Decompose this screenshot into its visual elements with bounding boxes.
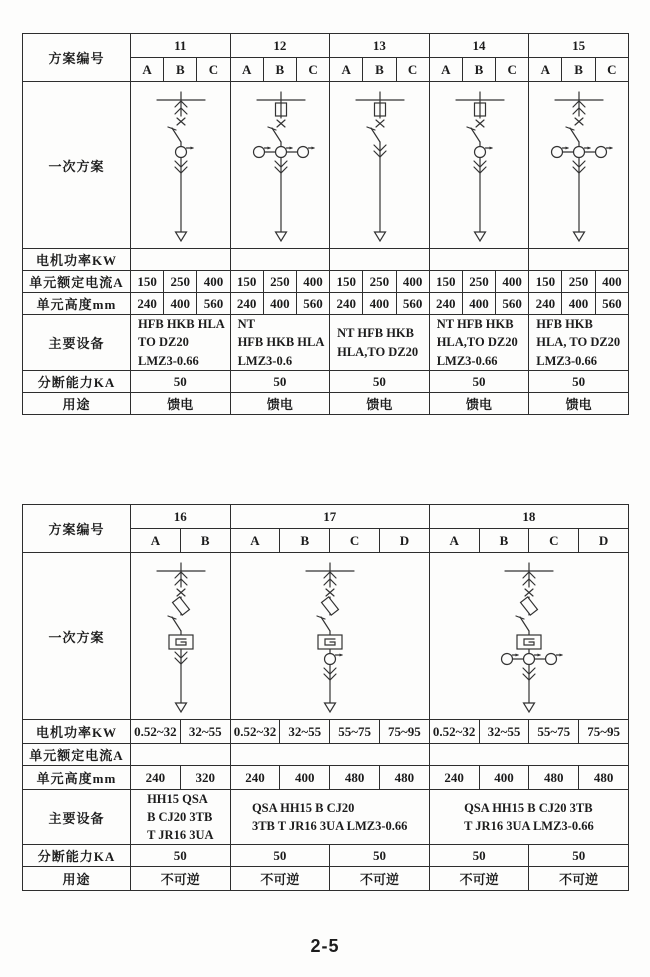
scheme-id: 16	[131, 505, 231, 529]
breaking-capacity-value: 50	[529, 845, 629, 867]
motor-power-value	[529, 249, 629, 271]
usage-value: 馈电	[330, 393, 430, 415]
one-line-diagram-13	[330, 86, 429, 244]
unit-height-value: 560	[595, 293, 628, 315]
subcolumn-header: B	[263, 58, 296, 82]
breaking-capacity-value: 50	[429, 371, 529, 393]
row-label-breaking-capacity: 分断能力KA	[23, 845, 131, 867]
breaking-capacity-value: 50	[330, 371, 430, 393]
equipment-cell: HFB HKB HLA TO DZ20 LMZ3-0.66	[131, 315, 231, 371]
rated-current-value: 150	[330, 271, 363, 293]
unit-height-value: 560	[496, 293, 529, 315]
row-label-breaking-capacity: 分断能力KA	[23, 371, 131, 393]
rated-current-value: 400	[496, 271, 529, 293]
row-label-usage: 用途	[23, 393, 131, 415]
equipment-cell: QSA HH15 B CJ20 3TB T JR16 3UA LMZ3-0.66	[230, 790, 429, 845]
subcolumn-header: A	[230, 529, 280, 553]
motor-power-value: 0.52~32	[131, 720, 181, 744]
unit-height-value: 240	[330, 293, 363, 315]
motor-power-value	[330, 249, 430, 271]
unit-height-value: 240	[230, 766, 280, 790]
motor-power-value: 32~55	[280, 720, 330, 744]
motor-power-value: 55~75	[330, 720, 380, 744]
rated-current-value: 250	[462, 271, 495, 293]
one-line-diagram-18	[479, 557, 579, 715]
row-label-primary-scheme: 一次方案	[23, 82, 131, 249]
breaking-capacity-row	[23, 845, 629, 867]
row-label-primary-scheme: 一次方案	[23, 553, 131, 720]
diagram-cell	[429, 82, 529, 249]
unit-height-value: 240	[131, 766, 181, 790]
usage-value: 不可逆	[529, 867, 629, 891]
usage-value: 不可逆	[230, 867, 330, 891]
subcolumn-header: C	[197, 58, 230, 82]
equipment-cell: QSA HH15 B CJ20 3TB T JR16 3UA LMZ3-0.66	[429, 790, 628, 845]
diagram-cell	[131, 82, 231, 249]
scheme-id: 11	[131, 34, 231, 58]
equipment-cell: HFB HKB HLA, TO DZ20 LMZ3-0.66	[529, 315, 629, 371]
subcolumn-header: D	[579, 529, 629, 553]
one-line-diagram-row	[23, 82, 629, 249]
unit-height-row	[23, 766, 629, 790]
subcolumn-header: A	[529, 58, 562, 82]
unit-height-value: 560	[296, 293, 329, 315]
breaking-capacity-value: 50	[330, 845, 430, 867]
breaking-capacity-row	[23, 371, 629, 393]
scheme-number-row	[23, 34, 629, 58]
usage-value: 馈电	[429, 393, 529, 415]
usage-value: 不可逆	[429, 867, 529, 891]
motor-power-value: 55~75	[529, 720, 579, 744]
motor-power-value: 75~95	[579, 720, 629, 744]
rated-current-row	[23, 744, 629, 766]
one-line-diagram-17	[280, 557, 380, 715]
scheme-id: 12	[230, 34, 330, 58]
row-label-unit-height: 单元高度mm	[23, 766, 131, 790]
diagram-cell	[429, 553, 628, 720]
subcolumn-header: B	[479, 529, 529, 553]
rated-current-value: 250	[363, 271, 396, 293]
subcolumn-header: B	[363, 58, 396, 82]
usage-value: 馈电	[529, 393, 629, 415]
rated-current-value: 400	[296, 271, 329, 293]
rated-current-value: 250	[263, 271, 296, 293]
scheme-id: 15	[529, 34, 629, 58]
unit-height-value: 400	[280, 766, 330, 790]
one-line-diagram-16	[131, 557, 230, 715]
equipment-cell: NT HFB HKB HLA LMZ3-0.6	[230, 315, 330, 371]
unit-height-value: 240	[429, 293, 462, 315]
motor-power-value: 0.52~32	[429, 720, 479, 744]
scheme-id: 14	[429, 34, 529, 58]
rated-current-value: 150	[429, 271, 462, 293]
one-line-diagram-row	[23, 553, 629, 720]
breaking-capacity-value: 50	[131, 845, 231, 867]
row-label-unit-height: 单元高度mm	[23, 293, 131, 315]
rated-current-value: 400	[595, 271, 628, 293]
main-equipment-row	[23, 790, 629, 845]
page-number: 2-5	[310, 936, 340, 956]
unit-height-value: 320	[180, 766, 230, 790]
equipment-cell: NT HFB HKB HLA,TO DZ20 LMZ3-0.66	[429, 315, 529, 371]
breaking-capacity-value: 50	[230, 371, 330, 393]
breaking-capacity-value: 50	[429, 845, 529, 867]
rated-current-value	[230, 744, 429, 766]
subcolumn-header: A	[230, 58, 263, 82]
row-label-usage: 用途	[23, 867, 131, 891]
diagram-cell	[529, 82, 629, 249]
subcolumn-header: C	[330, 529, 380, 553]
unit-height-value: 560	[197, 293, 230, 315]
unit-height-value: 400	[164, 293, 197, 315]
rated-current-value: 250	[164, 271, 197, 293]
scheme-table-16-18	[22, 504, 629, 891]
row-label-rated-current: 单元额定电流A	[23, 271, 131, 293]
breaking-capacity-value: 50	[131, 371, 231, 393]
motor-power-value: 32~55	[180, 720, 230, 744]
one-line-diagram-12	[231, 86, 330, 244]
rated-current-value: 150	[230, 271, 263, 293]
row-label-motor-power: 电机功率KW	[23, 720, 131, 744]
motor-power-row	[23, 720, 629, 744]
motor-power-value	[429, 249, 529, 271]
unit-height-value: 240	[230, 293, 263, 315]
row-label-main-equipment: 主要设备	[23, 790, 131, 845]
unit-height-value: 240	[131, 293, 164, 315]
subcolumn-header: B	[462, 58, 495, 82]
scheme-number-row	[23, 505, 629, 529]
unit-height-value: 480	[529, 766, 579, 790]
unit-height-value: 400	[363, 293, 396, 315]
unit-height-row	[23, 293, 629, 315]
rated-current-value: 400	[197, 271, 230, 293]
unit-height-value: 560	[396, 293, 429, 315]
unit-height-value: 480	[579, 766, 629, 790]
row-label-rated-current: 单元额定电流A	[23, 744, 131, 766]
row-label-scheme-number: 方案编号	[23, 34, 131, 82]
breaking-capacity-value: 50	[529, 371, 629, 393]
equipment-cell: NT HFB HKB HLA,TO DZ20	[330, 315, 430, 371]
usage-value: 馈电	[230, 393, 330, 415]
usage-value: 不可逆	[131, 867, 231, 891]
unit-height-value: 240	[529, 293, 562, 315]
scheme-id: 18	[429, 505, 628, 529]
breaking-capacity-value: 50	[230, 845, 330, 867]
subcolumn-header: A	[131, 529, 181, 553]
subcolumn-header: C	[595, 58, 628, 82]
subcolumn-header: A	[429, 58, 462, 82]
row-label-scheme-number: 方案编号	[23, 505, 131, 553]
unit-height-value: 400	[263, 293, 296, 315]
rated-current-value	[131, 744, 231, 766]
unit-height-value: 480	[379, 766, 429, 790]
unit-height-value: 400	[462, 293, 495, 315]
subcolumn-header: A	[429, 529, 479, 553]
motor-power-value: 0.52~32	[230, 720, 280, 744]
row-label-motor-power: 电机功率KW	[23, 249, 131, 271]
subcolumn-header: A	[330, 58, 363, 82]
row-label-main-equipment: 主要设备	[23, 315, 131, 371]
main-equipment-row	[23, 315, 629, 371]
unit-height-value: 240	[429, 766, 479, 790]
motor-power-value	[131, 249, 231, 271]
scheme-id: 13	[330, 34, 430, 58]
unit-height-value: 400	[562, 293, 595, 315]
subcolumn-header: B	[562, 58, 595, 82]
subcolumn-header: C	[296, 58, 329, 82]
motor-power-value: 32~55	[479, 720, 529, 744]
one-line-diagram-15	[529, 86, 628, 244]
unit-height-value: 480	[330, 766, 380, 790]
rated-current-value: 150	[131, 271, 164, 293]
rated-current-value: 400	[396, 271, 429, 293]
equipment-cell: HH15 QSA B CJ20 3TB T JR16 3UA	[131, 790, 231, 845]
subcolumn-header: B	[280, 529, 330, 553]
rated-current-value: 250	[562, 271, 595, 293]
scheme-table-11-15	[22, 33, 629, 415]
usage-row	[23, 393, 629, 415]
scheme-id: 17	[230, 505, 429, 529]
usage-value: 不可逆	[330, 867, 430, 891]
rated-current-row	[23, 271, 629, 293]
motor-power-value: 75~95	[379, 720, 429, 744]
motor-power-value	[230, 249, 330, 271]
diagram-cell	[330, 82, 430, 249]
usage-value: 馈电	[131, 393, 231, 415]
subcolumn-header: D	[379, 529, 429, 553]
rated-current-value: 150	[529, 271, 562, 293]
motor-power-row	[23, 249, 629, 271]
subcolumn-header: B	[180, 529, 230, 553]
unit-height-value: 400	[479, 766, 529, 790]
diagram-cell	[230, 82, 330, 249]
rated-current-value	[429, 744, 628, 766]
subcolumn-header: B	[164, 58, 197, 82]
subcolumn-header: C	[496, 58, 529, 82]
one-line-diagram-14	[430, 86, 529, 244]
diagram-cell	[230, 553, 429, 720]
usage-row	[23, 867, 629, 891]
diagram-cell	[131, 553, 231, 720]
one-line-diagram-11	[131, 86, 230, 244]
subcolumn-header: C	[396, 58, 429, 82]
subcolumn-header: A	[131, 58, 164, 82]
subcolumn-header: C	[529, 529, 579, 553]
